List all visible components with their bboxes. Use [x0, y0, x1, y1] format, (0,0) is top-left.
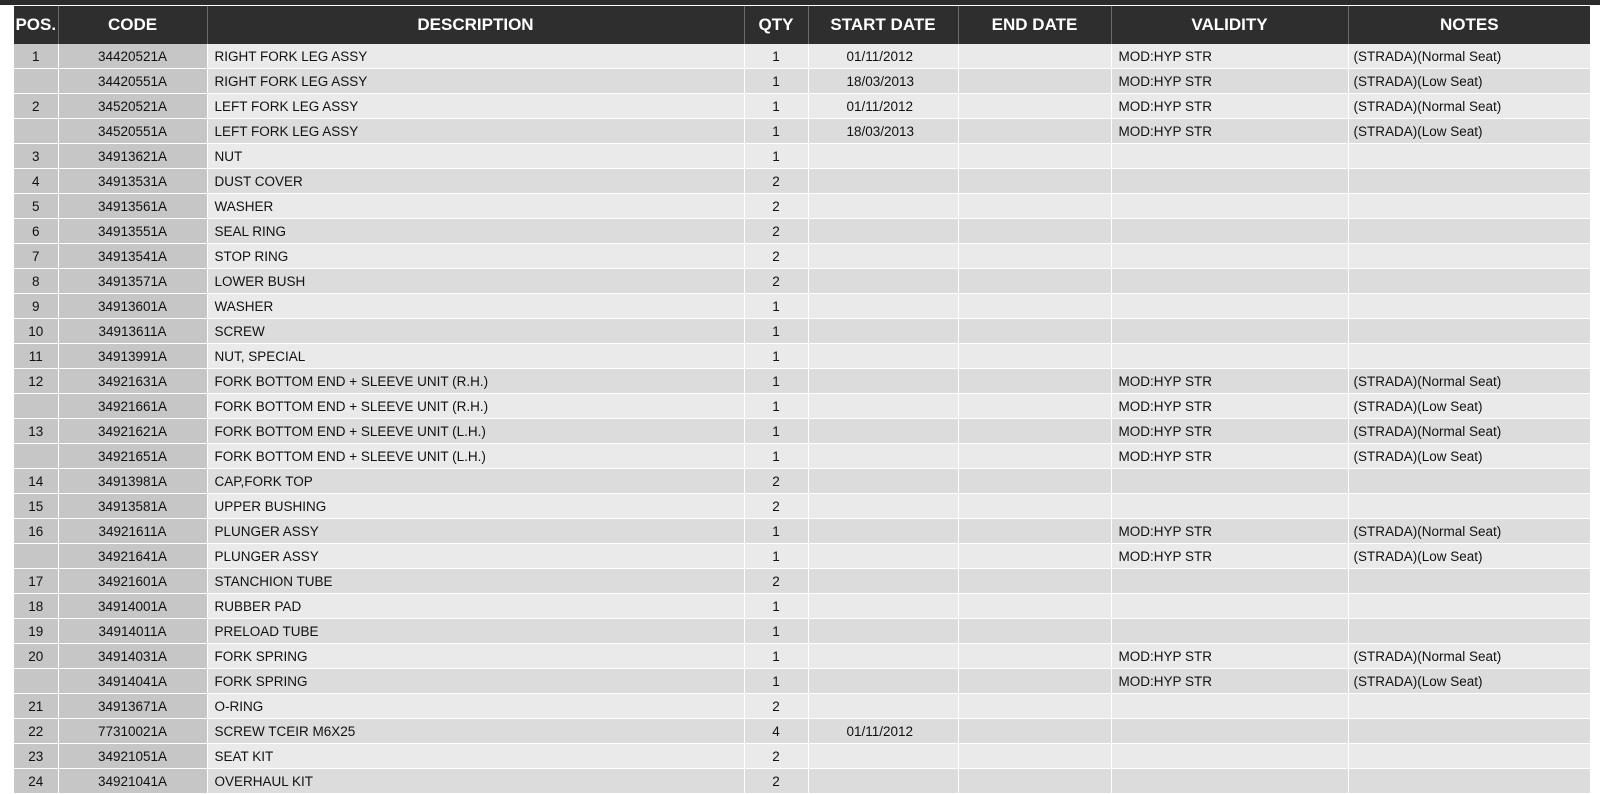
- qty-cell: 2: [744, 744, 808, 769]
- start-date-cell: 01/11/2012: [808, 719, 958, 744]
- description-cell: SCREW: [207, 319, 744, 344]
- validity-cell: MOD:HYP STR: [1111, 69, 1348, 94]
- header-code: CODE: [58, 6, 207, 44]
- validity-cell: MOD:HYP STR: [1111, 94, 1348, 119]
- notes-cell: (STRADA)(Low Seat): [1348, 444, 1590, 469]
- qty-cell: 1: [744, 319, 808, 344]
- notes-cell: (STRADA)(Normal Seat): [1348, 519, 1590, 544]
- validity-cell: MOD:HYP STR: [1111, 419, 1348, 444]
- table-header: [14, 6, 1590, 44]
- description-cell: FORK BOTTOM END + SLEEVE UNIT (L.H.): [207, 419, 744, 444]
- start-date-cell: [808, 544, 958, 569]
- pos-cell: 18: [14, 594, 58, 619]
- end-date-cell: [958, 444, 1111, 469]
- table-row: [14, 394, 1590, 419]
- table-row: [14, 569, 1590, 594]
- table-row: [14, 519, 1590, 544]
- code-cell: 34921621A: [58, 419, 207, 444]
- description-cell: FORK BOTTOM END + SLEEVE UNIT (R.H.): [207, 369, 744, 394]
- end-date-cell: [958, 519, 1111, 544]
- end-date-cell: [958, 169, 1111, 194]
- end-date-cell: [958, 219, 1111, 244]
- qty-cell: 2: [744, 469, 808, 494]
- pos-cell: 14: [14, 469, 58, 494]
- description-cell: OVERHAUL KIT: [207, 769, 744, 794]
- end-date-cell: [958, 644, 1111, 669]
- code-cell: 34520551A: [58, 119, 207, 144]
- qty-cell: 1: [744, 44, 808, 69]
- table-body: [14, 44, 1590, 794]
- qty-cell: 1: [744, 619, 808, 644]
- description-cell: NUT, SPECIAL: [207, 344, 744, 369]
- validity-cell: [1111, 469, 1348, 494]
- end-date-cell: [958, 319, 1111, 344]
- end-date-cell: [958, 119, 1111, 144]
- description-cell: FORK SPRING: [207, 644, 744, 669]
- qty-cell: 1: [744, 594, 808, 619]
- start-date-cell: [808, 444, 958, 469]
- validity-cell: [1111, 719, 1348, 744]
- table-row: [14, 694, 1590, 719]
- header-start-date: START DATE: [808, 6, 958, 44]
- notes-cell: [1348, 719, 1590, 744]
- description-cell: FORK BOTTOM END + SLEEVE UNIT (L.H.): [207, 444, 744, 469]
- code-cell: 77310021A: [58, 719, 207, 744]
- code-cell: 34913541A: [58, 244, 207, 269]
- notes-cell: (STRADA)(Normal Seat): [1348, 369, 1590, 394]
- table-row: [14, 494, 1590, 519]
- validity-cell: [1111, 494, 1348, 519]
- table-row: [14, 419, 1590, 444]
- start-date-cell: [808, 469, 958, 494]
- qty-cell: 2: [744, 169, 808, 194]
- validity-cell: [1111, 594, 1348, 619]
- qty-cell: 1: [744, 69, 808, 94]
- code-cell: 34914011A: [58, 619, 207, 644]
- table-row: [14, 269, 1590, 294]
- description-cell: PLUNGER ASSY: [207, 544, 744, 569]
- end-date-cell: [958, 194, 1111, 219]
- notes-cell: (STRADA)(Normal Seat): [1348, 644, 1590, 669]
- code-cell: 34913671A: [58, 694, 207, 719]
- qty-cell: 1: [744, 669, 808, 694]
- code-cell: 34913531A: [58, 169, 207, 194]
- qty-cell: 1: [744, 144, 808, 169]
- description-cell: RUBBER PAD: [207, 594, 744, 619]
- description-cell: RIGHT FORK LEG ASSY: [207, 44, 744, 69]
- table-row: [14, 194, 1590, 219]
- description-cell: RIGHT FORK LEG ASSY: [207, 69, 744, 94]
- code-cell: 34913581A: [58, 494, 207, 519]
- qty-cell: 2: [744, 694, 808, 719]
- notes-cell: [1348, 294, 1590, 319]
- notes-cell: (STRADA)(Low Seat): [1348, 394, 1590, 419]
- table-row: [14, 644, 1590, 669]
- qty-cell: 1: [744, 419, 808, 444]
- validity-cell: [1111, 169, 1348, 194]
- pos-cell: 16: [14, 519, 58, 544]
- end-date-cell: [958, 769, 1111, 794]
- notes-cell: [1348, 244, 1590, 269]
- pos-cell: 11: [14, 344, 58, 369]
- code-cell: 34420521A: [58, 44, 207, 69]
- pos-cell: 23: [14, 744, 58, 769]
- notes-cell: (STRADA)(Low Seat): [1348, 544, 1590, 569]
- start-date-cell: [808, 644, 958, 669]
- description-cell: O-RING: [207, 694, 744, 719]
- code-cell: 34913601A: [58, 294, 207, 319]
- code-cell: 34921041A: [58, 769, 207, 794]
- start-date-cell: [808, 294, 958, 319]
- qty-cell: 2: [744, 269, 808, 294]
- pos-cell: 17: [14, 569, 58, 594]
- qty-cell: 2: [744, 569, 808, 594]
- code-cell: 34913981A: [58, 469, 207, 494]
- start-date-cell: [808, 369, 958, 394]
- parts-list: [14, 6, 1590, 794]
- start-date-cell: [808, 519, 958, 544]
- notes-cell: (STRADA)(Normal Seat): [1348, 44, 1590, 69]
- notes-cell: [1348, 744, 1590, 769]
- notes-cell: [1348, 169, 1590, 194]
- table-row: [14, 669, 1590, 694]
- notes-cell: (STRADA)(Low Seat): [1348, 69, 1590, 94]
- qty-cell: 1: [744, 544, 808, 569]
- start-date-cell: 18/03/2013: [808, 69, 958, 94]
- parts-table: [14, 6, 1591, 794]
- code-cell: 34913551A: [58, 219, 207, 244]
- notes-cell: [1348, 694, 1590, 719]
- start-date-cell: [808, 744, 958, 769]
- start-date-cell: [808, 694, 958, 719]
- table-row: [14, 719, 1590, 744]
- qty-cell: 2: [744, 494, 808, 519]
- end-date-cell: [958, 144, 1111, 169]
- description-cell: STOP RING: [207, 244, 744, 269]
- description-cell: SEAL RING: [207, 219, 744, 244]
- start-date-cell: 01/11/2012: [808, 94, 958, 119]
- code-cell: 34914041A: [58, 669, 207, 694]
- table-row: [14, 94, 1590, 119]
- notes-cell: (STRADA)(Low Seat): [1348, 669, 1590, 694]
- description-cell: LEFT FORK LEG ASSY: [207, 119, 744, 144]
- notes-cell: [1348, 144, 1590, 169]
- start-date-cell: [808, 494, 958, 519]
- pos-cell: 5: [14, 194, 58, 219]
- table-row: [14, 144, 1590, 169]
- end-date-cell: [958, 69, 1111, 94]
- pos-cell: 6: [14, 219, 58, 244]
- end-date-cell: [958, 94, 1111, 119]
- code-cell: 34913571A: [58, 269, 207, 294]
- end-date-cell: [958, 269, 1111, 294]
- start-date-cell: [808, 394, 958, 419]
- qty-cell: 2: [744, 244, 808, 269]
- notes-cell: [1348, 469, 1590, 494]
- table-row: [14, 769, 1590, 794]
- notes-cell: [1348, 194, 1590, 219]
- description-cell: WASHER: [207, 294, 744, 319]
- notes-cell: [1348, 344, 1590, 369]
- notes-cell: [1348, 494, 1590, 519]
- table-row: [14, 744, 1590, 769]
- description-cell: PLUNGER ASSY: [207, 519, 744, 544]
- end-date-cell: [958, 294, 1111, 319]
- pos-cell: [14, 444, 58, 469]
- validity-cell: [1111, 244, 1348, 269]
- description-cell: FORK SPRING: [207, 669, 744, 694]
- table-row: [14, 119, 1590, 144]
- notes-cell: (STRADA)(Low Seat): [1348, 119, 1590, 144]
- validity-cell: [1111, 319, 1348, 344]
- start-date-cell: [808, 344, 958, 369]
- validity-cell: MOD:HYP STR: [1111, 669, 1348, 694]
- pos-cell: [14, 69, 58, 94]
- end-date-cell: [958, 469, 1111, 494]
- qty-cell: 1: [744, 444, 808, 469]
- start-date-cell: [808, 219, 958, 244]
- notes-cell: [1348, 594, 1590, 619]
- header-end-date: END DATE: [958, 6, 1111, 44]
- end-date-cell: [958, 419, 1111, 444]
- start-date-cell: [808, 244, 958, 269]
- code-cell: 34914031A: [58, 644, 207, 669]
- code-cell: 34914001A: [58, 594, 207, 619]
- qty-cell: 1: [744, 394, 808, 419]
- validity-cell: MOD:HYP STR: [1111, 519, 1348, 544]
- code-cell: 34921611A: [58, 519, 207, 544]
- pos-cell: 13: [14, 419, 58, 444]
- table-row: [14, 44, 1590, 69]
- validity-cell: MOD:HYP STR: [1111, 394, 1348, 419]
- qty-cell: 1: [744, 519, 808, 544]
- pos-cell: [14, 394, 58, 419]
- table-row: [14, 294, 1590, 319]
- description-cell: NUT: [207, 144, 744, 169]
- notes-cell: (STRADA)(Normal Seat): [1348, 94, 1590, 119]
- validity-cell: [1111, 569, 1348, 594]
- pos-cell: 20: [14, 644, 58, 669]
- code-cell: 34921051A: [58, 744, 207, 769]
- end-date-cell: [958, 344, 1111, 369]
- table-row: [14, 344, 1590, 369]
- end-date-cell: [958, 244, 1111, 269]
- notes-cell: [1348, 219, 1590, 244]
- table-row: [14, 444, 1590, 469]
- validity-cell: MOD:HYP STR: [1111, 369, 1348, 394]
- validity-cell: [1111, 344, 1348, 369]
- notes-cell: [1348, 619, 1590, 644]
- pos-cell: 10: [14, 319, 58, 344]
- qty-cell: 1: [744, 294, 808, 319]
- validity-cell: [1111, 294, 1348, 319]
- code-cell: 34913611A: [58, 319, 207, 344]
- table-row: [14, 594, 1590, 619]
- validity-cell: [1111, 194, 1348, 219]
- table-row: [14, 244, 1590, 269]
- start-date-cell: 01/11/2012: [808, 44, 958, 69]
- qty-cell: 4: [744, 719, 808, 744]
- pos-cell: 1: [14, 44, 58, 69]
- notes-cell: [1348, 319, 1590, 344]
- qty-cell: 2: [744, 769, 808, 794]
- code-cell: 34921601A: [58, 569, 207, 594]
- start-date-cell: [808, 169, 958, 194]
- qty-cell: 1: [744, 119, 808, 144]
- notes-cell: [1348, 769, 1590, 794]
- qty-cell: 2: [744, 194, 808, 219]
- description-cell: LEFT FORK LEG ASSY: [207, 94, 744, 119]
- start-date-cell: [808, 194, 958, 219]
- pos-cell: 9: [14, 294, 58, 319]
- table-row: [14, 469, 1590, 494]
- description-cell: CAP,FORK TOP: [207, 469, 744, 494]
- end-date-cell: [958, 494, 1111, 519]
- code-cell: 34913991A: [58, 344, 207, 369]
- end-date-cell: [958, 369, 1111, 394]
- description-cell: FORK BOTTOM END + SLEEVE UNIT (R.H.): [207, 394, 744, 419]
- code-cell: 34520521A: [58, 94, 207, 119]
- header-notes: NOTES: [1348, 6, 1590, 44]
- validity-cell: MOD:HYP STR: [1111, 119, 1348, 144]
- end-date-cell: [958, 619, 1111, 644]
- description-cell: LOWER BUSH: [207, 269, 744, 294]
- code-cell: 34921631A: [58, 369, 207, 394]
- pos-cell: 15: [14, 494, 58, 519]
- validity-cell: [1111, 769, 1348, 794]
- description-cell: WASHER: [207, 194, 744, 219]
- end-date-cell: [958, 44, 1111, 69]
- start-date-cell: 18/03/2013: [808, 119, 958, 144]
- description-cell: STANCHION TUBE: [207, 569, 744, 594]
- qty-cell: 1: [744, 644, 808, 669]
- header-row: [14, 6, 1590, 44]
- table-row: [14, 369, 1590, 394]
- pos-cell: 24: [14, 769, 58, 794]
- validity-cell: MOD:HYP STR: [1111, 644, 1348, 669]
- code-cell: 34921641A: [58, 544, 207, 569]
- description-cell: DUST COVER: [207, 169, 744, 194]
- header-qty: QTY: [744, 6, 808, 44]
- end-date-cell: [958, 744, 1111, 769]
- validity-cell: [1111, 744, 1348, 769]
- description-cell: SEAT KIT: [207, 744, 744, 769]
- pos-cell: 12: [14, 369, 58, 394]
- end-date-cell: [958, 544, 1111, 569]
- validity-cell: [1111, 619, 1348, 644]
- code-cell: 34921661A: [58, 394, 207, 419]
- validity-cell: [1111, 269, 1348, 294]
- start-date-cell: [808, 144, 958, 169]
- notes-cell: [1348, 569, 1590, 594]
- qty-cell: 1: [744, 344, 808, 369]
- end-date-cell: [958, 569, 1111, 594]
- table-row: [14, 69, 1590, 94]
- table-row: [14, 544, 1590, 569]
- qty-cell: 2: [744, 219, 808, 244]
- notes-cell: [1348, 269, 1590, 294]
- end-date-cell: [958, 694, 1111, 719]
- end-date-cell: [958, 394, 1111, 419]
- validity-cell: [1111, 694, 1348, 719]
- description-cell: PRELOAD TUBE: [207, 619, 744, 644]
- code-cell: 34913561A: [58, 194, 207, 219]
- start-date-cell: [808, 669, 958, 694]
- code-cell: 34913621A: [58, 144, 207, 169]
- validity-cell: [1111, 219, 1348, 244]
- code-cell: 34921651A: [58, 444, 207, 469]
- pos-cell: 2: [14, 94, 58, 119]
- description-cell: UPPER BUSHING: [207, 494, 744, 519]
- pos-cell: 4: [14, 169, 58, 194]
- pos-cell: 7: [14, 244, 58, 269]
- table-row: [14, 219, 1590, 244]
- top-border: [0, 0, 1600, 5]
- start-date-cell: [808, 269, 958, 294]
- qty-cell: 1: [744, 369, 808, 394]
- start-date-cell: [808, 419, 958, 444]
- end-date-cell: [958, 669, 1111, 694]
- validity-cell: MOD:HYP STR: [1111, 444, 1348, 469]
- pos-cell: [14, 119, 58, 144]
- description-cell: SCREW TCEIR M6X25: [207, 719, 744, 744]
- pos-cell: 22: [14, 719, 58, 744]
- pos-cell: 8: [14, 269, 58, 294]
- table-row: [14, 169, 1590, 194]
- validity-cell: [1111, 144, 1348, 169]
- pos-cell: 21: [14, 694, 58, 719]
- start-date-cell: [808, 769, 958, 794]
- validity-cell: MOD:HYP STR: [1111, 44, 1348, 69]
- end-date-cell: [958, 719, 1111, 744]
- start-date-cell: [808, 594, 958, 619]
- end-date-cell: [958, 594, 1111, 619]
- notes-cell: (STRADA)(Normal Seat): [1348, 419, 1590, 444]
- pos-cell: 3: [14, 144, 58, 169]
- pos-cell: [14, 544, 58, 569]
- pos-cell: [14, 669, 58, 694]
- start-date-cell: [808, 319, 958, 344]
- start-date-cell: [808, 569, 958, 594]
- table-row: [14, 319, 1590, 344]
- pos-cell: 19: [14, 619, 58, 644]
- code-cell: 34420551A: [58, 69, 207, 94]
- header-validity: VALIDITY: [1111, 6, 1348, 44]
- validity-cell: MOD:HYP STR: [1111, 544, 1348, 569]
- header-pos: POS.: [14, 6, 58, 44]
- qty-cell: 1: [744, 94, 808, 119]
- table-row: [14, 619, 1590, 644]
- start-date-cell: [808, 619, 958, 644]
- header-description: DESCRIPTION: [207, 6, 744, 44]
